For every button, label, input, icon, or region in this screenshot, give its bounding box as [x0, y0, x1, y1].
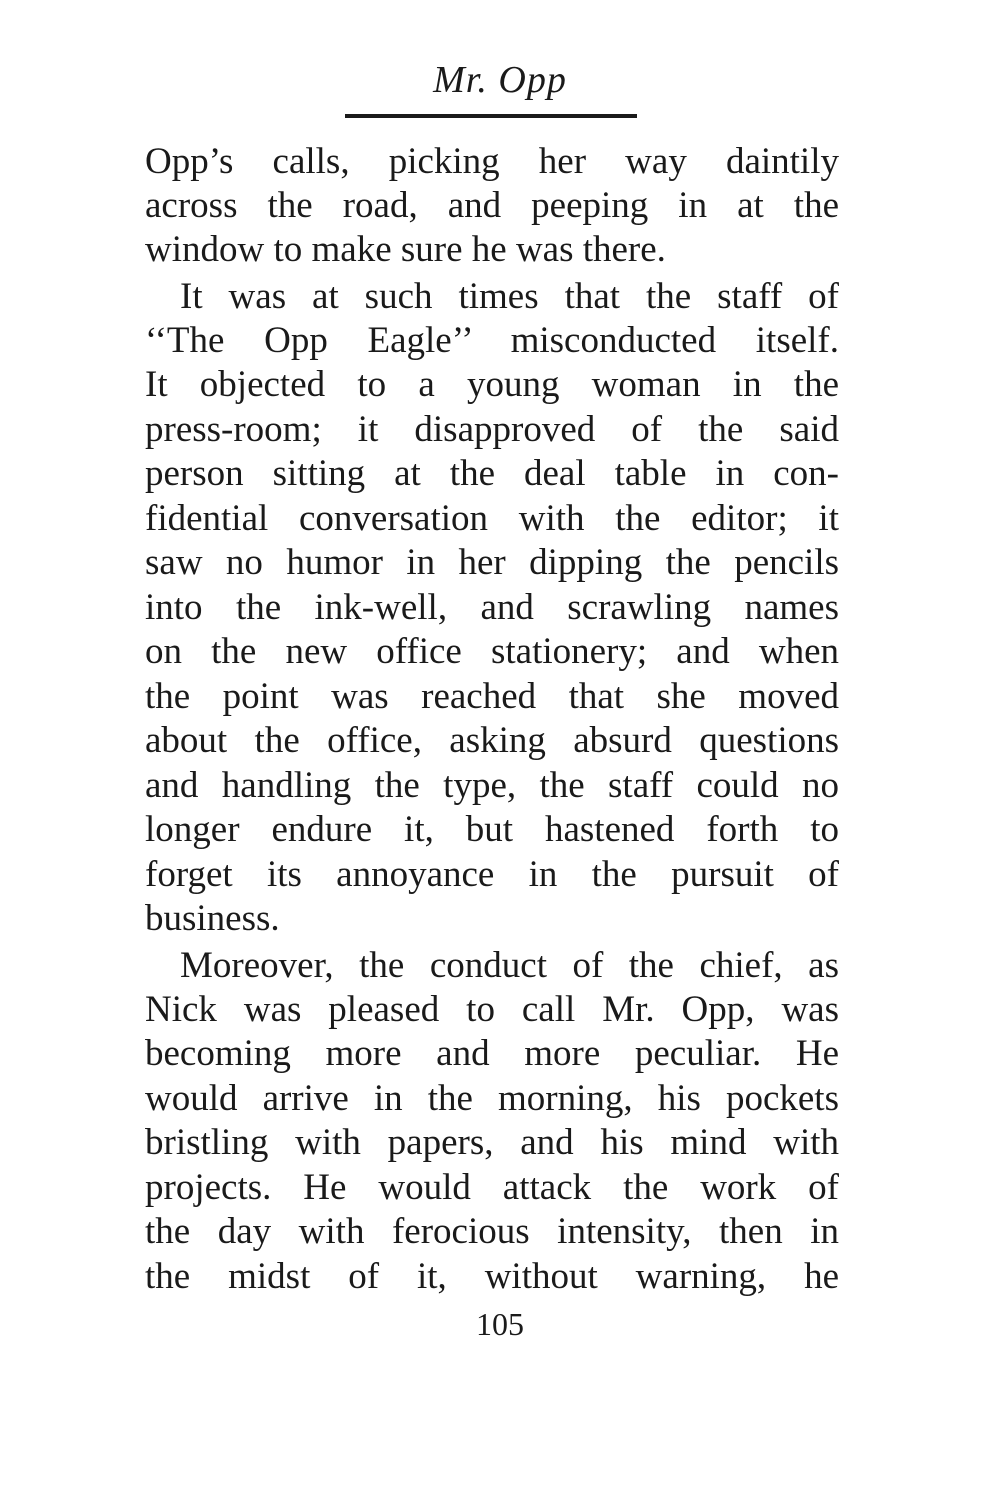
text-line: press-room; it disapproved of the said	[145, 409, 839, 450]
paragraph-first-line: It was at such times that the staff of	[180, 276, 839, 317]
text-line: longer endure it, but hastened forth to	[145, 809, 839, 850]
text-line: the day with ferocious intensity, then in	[145, 1211, 839, 1252]
text-line: fidential conversation with the editor; it	[145, 498, 839, 539]
text-line: bristling with papers, and his mind with	[145, 1122, 839, 1163]
text-line: forget its annoyance in the pursuit of	[145, 854, 839, 895]
header-rule	[345, 114, 637, 118]
text-line: becoming more and more peculiar. He	[145, 1033, 839, 1074]
text-line: on the new office stationery; and when	[145, 631, 839, 672]
text-line: It objected to a young woman in the	[145, 364, 839, 405]
text-line: and handling the type, the staff could no	[145, 765, 839, 806]
text-line: the midst of it, without warning, he	[145, 1256, 839, 1297]
text-line: would arrive in the morning, his pockets	[145, 1078, 839, 1119]
text-line: person sitting at the deal table in con-	[145, 453, 839, 494]
text-line: across the road, and peeping in at the	[145, 185, 839, 226]
text-line: business.	[145, 898, 280, 939]
paragraph-first-line: Moreover, the conduct of the chief, as	[180, 945, 839, 986]
page-number: 105	[476, 1306, 524, 1342]
text-line: ‘‘The Opp Eagle’’ misconducted itself.	[145, 320, 839, 361]
running-head: Mr. Opp	[433, 59, 567, 101]
text-line: about the office, asking absurd questions	[145, 720, 839, 761]
text-line: Opp’s calls, picking her way daintily	[145, 141, 839, 182]
text-line: the point was reached that she moved	[145, 676, 839, 717]
text-line: saw no humor in her dipping the pencils	[145, 542, 839, 583]
text-line: projects. He would attack the work of	[145, 1167, 839, 1208]
text-line: window to make sure he was there.	[145, 229, 666, 270]
text-line: Nick was pleased to call Mr. Opp, was	[145, 989, 839, 1030]
text-line: into the ink-well, and scrawling names	[145, 587, 839, 628]
